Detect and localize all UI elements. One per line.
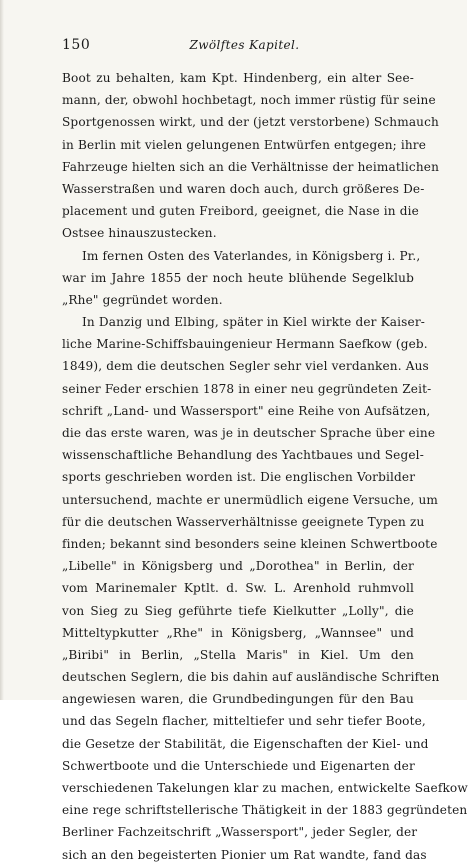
text-line: placement und guten Freibord, geeignet, die Nase in die — [62, 204, 419, 219]
text-line: die das erste waren, was je in deutscher Sprache über eine — [62, 426, 436, 440]
text-line: In Danzig und Elbing, später in Kiel wirkte der Kaiser- — [82, 315, 426, 330]
text-line: Im fernen Osten des Vaterlandes, in Königsberg i. Pr., — [82, 248, 421, 263]
text-line: mann, der, obwohl hochbetagt, noch immer rüstig für seine — [62, 93, 436, 108]
body-text — [62, 67, 468, 866]
text-line: „Libelle" in Königsberg und „Dorothea" in Berlin, der — [62, 559, 414, 574]
text-line: verschiedenen Takelungen klar zu machen, entwickelte Saefkow — [62, 781, 468, 795]
text-line: war im Jahre 1855 der noch heute blühende Segelklub — [62, 270, 414, 285]
text-line: und das Segeln flacher, mitteltiefer und sehr tiefer Boote, — [62, 714, 426, 729]
page-number: 150 — [62, 37, 91, 53]
text-line: Wasserstraßen und waren doch auch, durch größeres De- — [62, 181, 425, 196]
text-line: schrift „Land- und Wassersport" eine Reihe von Aufsätzen, — [62, 403, 431, 418]
text-line: wissenschaftliche Behandlung des Yachtbaues und Segel- — [62, 448, 424, 463]
text-line: von Sieg zu Sieg geführte tiefe Kielkutter „Lolly", die — [62, 603, 414, 618]
text-line: vom Marinemaler Kptlt. d. Sw. L. Arenhold ruhmvoll — [62, 581, 414, 596]
text-line: Sportgenossen wirkt, und der (jetzt verstorbene) Schmauch — [62, 115, 439, 130]
text-line: deutschen Seglern, die bis dahin auf ausländische Schriften — [62, 670, 440, 685]
text-line: Ostsee hinauszustecken. — [62, 226, 217, 241]
text-line: die Gesetze der Stabilität, die Eigenschaften der Kiel- und — [62, 736, 429, 751]
text-line: Berliner Fachzeitschrift „Wassersport", jeder Segler, der — [62, 825, 418, 840]
text-line: 1849), dem die deutschen Segler sehr viel verdanken. Aus — [62, 359, 429, 374]
text-line: Boot zu behalten, kam Kpt. Hindenberg, ein alter See- — [62, 71, 414, 85]
text-line: finden; bekannt sind besonders seine kleinen Schwertboote — [62, 536, 438, 551]
text-line: Schwertboote und die Unterschiede und Eigenarten der — [62, 758, 415, 773]
text-line: in Berlin mit vielen gelungenen Entwürfen entgegen; ihre — [62, 137, 427, 152]
text-line: für die deutschen Wasserverhältnisse geeignete Typen zu — [62, 514, 425, 529]
text-line: „Rhe" gegründet worden. — [62, 292, 223, 307]
text-line: sich an den begeisterten Pionier um Rat wandte, fand das — [62, 847, 427, 862]
text-line: Fahrzeuge hielten sich an die Verhältnisse der heimatlichen — [62, 159, 440, 174]
text-line: Mitteltypkutter „Rhe" in Königsberg, „Wannsee" und — [62, 625, 414, 640]
text-line: sports geschrieben worden ist. Die englischen Vorbilder — [62, 470, 416, 485]
text-line: liche Marine-Schiffsbauingenieur Hermann Saefkow (geb. — [62, 337, 428, 352]
text-line: „Biribi" in Berlin, „Stella Maris" in Kiel. Um den — [62, 647, 414, 662]
text-line: eine rege schriftstellerische Thätigkeit in der 1883 gegründeten — [62, 803, 468, 818]
chapter-title: Zwölftes Kapitel. — [189, 38, 300, 52]
text-line: seiner Feder erschien 1878 in einer neu gegründeten Zeit- — [62, 381, 432, 396]
running-head — [62, 37, 427, 55]
text-line: angewiesen waren, die Grundbedingungen für den Bau — [62, 692, 414, 707]
text-line: untersuchend, machte er unermüdlich eigene Versuche, um — [62, 492, 439, 507]
